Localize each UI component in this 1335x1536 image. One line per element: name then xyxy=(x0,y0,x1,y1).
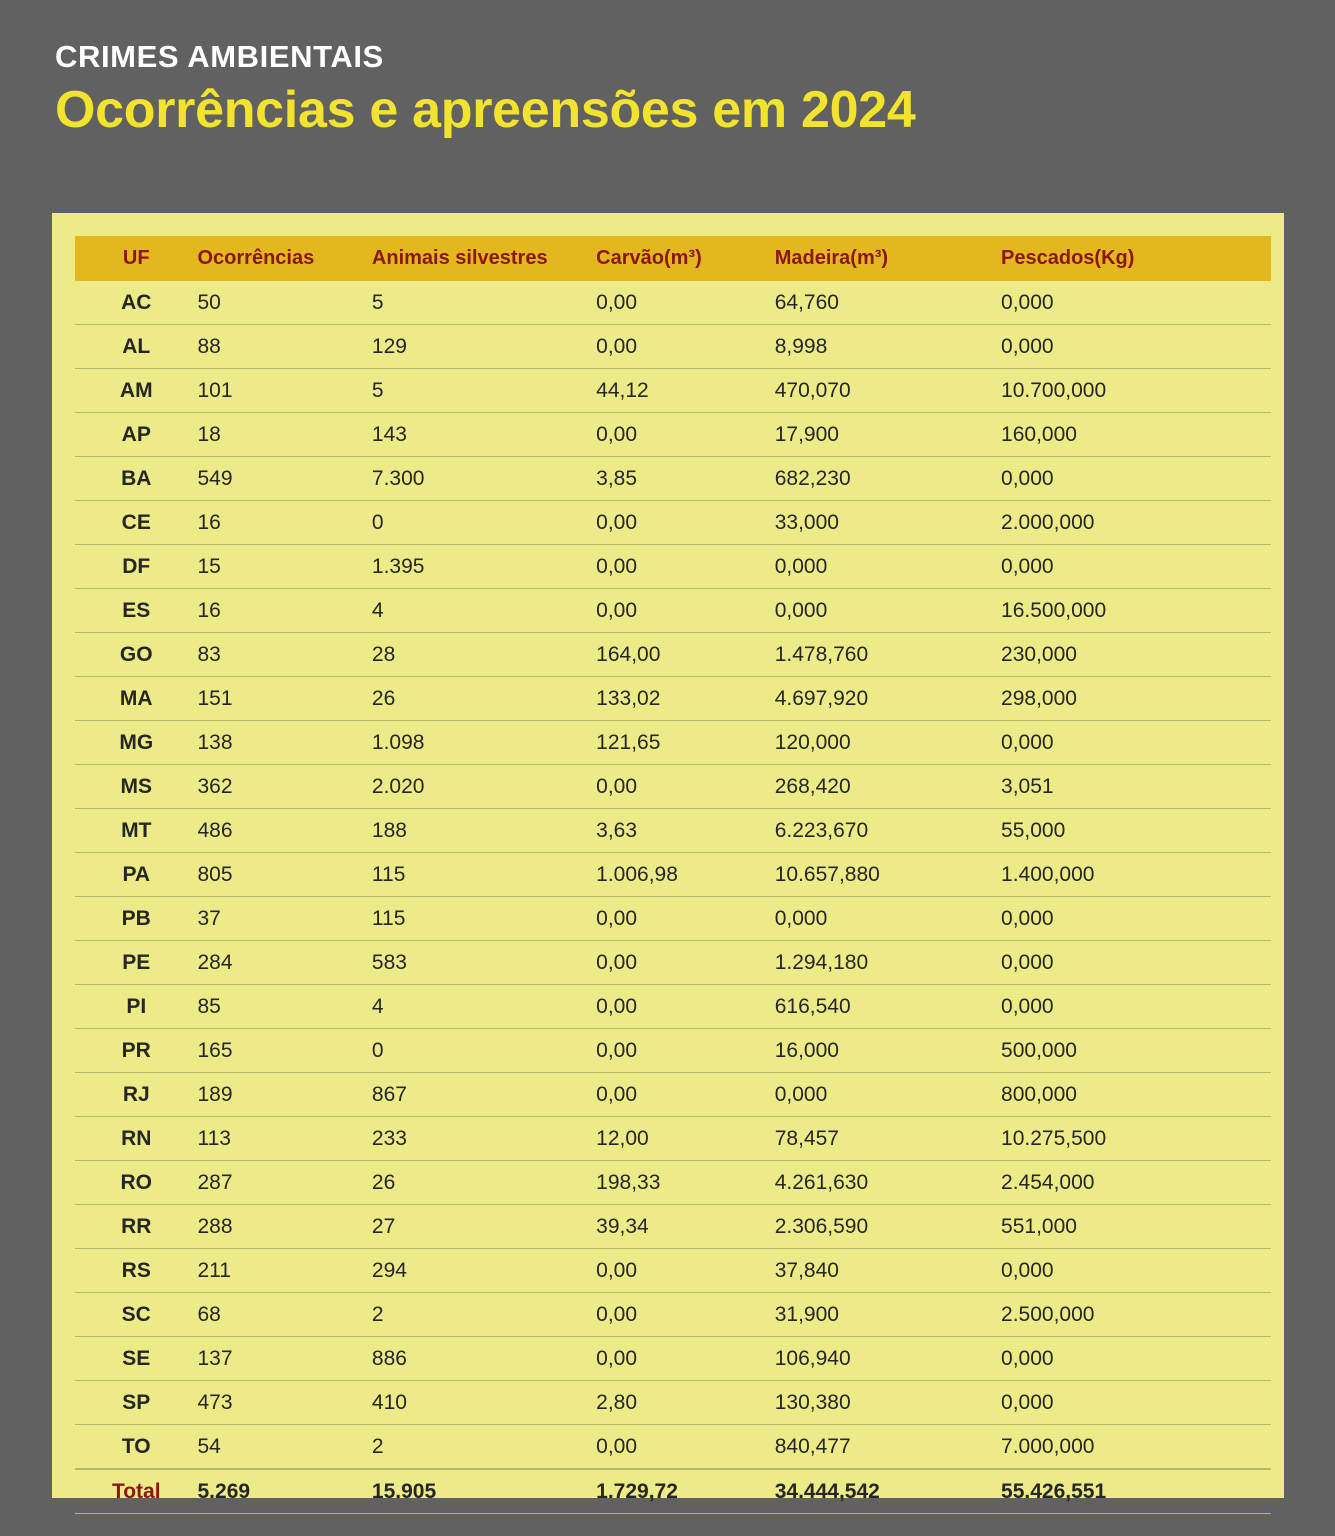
cell-pescados: 500,000 xyxy=(1001,1029,1271,1073)
cell-animais: 27 xyxy=(372,1205,596,1249)
table-row xyxy=(75,633,1271,677)
table-row xyxy=(75,1161,1271,1205)
cell-pescados: 298,000 xyxy=(1001,677,1271,721)
cell-ocorrencias: 549 xyxy=(198,457,372,501)
cell-animais: 1.395 xyxy=(372,545,596,589)
table-row xyxy=(75,457,1271,501)
cell-carvao: 0,00 xyxy=(596,1073,775,1117)
cell-ocorrencias: 54 xyxy=(198,1425,372,1470)
cell-ocorrencias: 50 xyxy=(198,281,372,325)
column-header-ocorrencias: Ocorrências xyxy=(198,236,372,281)
cell-animais: 143 xyxy=(372,413,596,457)
cell-uf: DF xyxy=(75,545,198,589)
cell-madeira: 8,998 xyxy=(775,325,1001,369)
cell-carvao: 164,00 xyxy=(596,633,775,677)
table-row xyxy=(75,765,1271,809)
total-cell-carvao: 1.729,72 xyxy=(596,1469,775,1514)
cell-ocorrencias: 101 xyxy=(198,369,372,413)
cell-pescados: 0,000 xyxy=(1001,941,1271,985)
cell-carvao: 0,00 xyxy=(596,501,775,545)
cell-pescados: 0,000 xyxy=(1001,721,1271,765)
table-header-row xyxy=(75,236,1271,281)
cell-carvao: 1.006,98 xyxy=(596,853,775,897)
table-row xyxy=(75,281,1271,325)
cell-ocorrencias: 15 xyxy=(198,545,372,589)
cell-pescados: 160,000 xyxy=(1001,413,1271,457)
cell-pescados: 0,000 xyxy=(1001,457,1271,501)
table-row xyxy=(75,677,1271,721)
page-title: Ocorrências e apreensões em 2024 xyxy=(55,81,916,140)
cell-carvao: 0,00 xyxy=(596,897,775,941)
column-header-carvao: Carvão(m³) xyxy=(596,236,775,281)
cell-ocorrencias: 138 xyxy=(198,721,372,765)
cell-uf: MT xyxy=(75,809,198,853)
cell-animais: 26 xyxy=(372,677,596,721)
column-header-animais-silvestres: Animais silvestres xyxy=(372,236,596,281)
total-cell-pescados: 55.426,551 xyxy=(1001,1469,1271,1514)
cell-uf: CE xyxy=(75,501,198,545)
cell-animais: 2 xyxy=(372,1425,596,1470)
cell-animais: 867 xyxy=(372,1073,596,1117)
cell-carvao: 0,00 xyxy=(596,941,775,985)
cell-madeira: 16,000 xyxy=(775,1029,1001,1073)
table-row xyxy=(75,897,1271,941)
table-row xyxy=(75,1205,1271,1249)
cell-carvao: 0,00 xyxy=(596,325,775,369)
cell-animais: 294 xyxy=(372,1249,596,1293)
total-cell-ocorrencias: 5.269 xyxy=(198,1469,372,1514)
table-row xyxy=(75,1381,1271,1425)
cell-animais: 188 xyxy=(372,809,596,853)
cell-pescados: 55,000 xyxy=(1001,809,1271,853)
cell-animais: 4 xyxy=(372,985,596,1029)
cell-uf: GO xyxy=(75,633,198,677)
cell-uf: SP xyxy=(75,1381,198,1425)
cell-madeira: 4.261,630 xyxy=(775,1161,1001,1205)
table-row xyxy=(75,501,1271,545)
table-row xyxy=(75,1293,1271,1337)
cell-ocorrencias: 68 xyxy=(198,1293,372,1337)
cell-carvao: 2,80 xyxy=(596,1381,775,1425)
table-row xyxy=(75,1249,1271,1293)
cell-pescados: 0,000 xyxy=(1001,1381,1271,1425)
cell-madeira: 0,000 xyxy=(775,589,1001,633)
cell-madeira: 6.223,670 xyxy=(775,809,1001,853)
cell-madeira: 268,420 xyxy=(775,765,1001,809)
cell-pescados: 16.500,000 xyxy=(1001,589,1271,633)
cell-uf: ES xyxy=(75,589,198,633)
table-row xyxy=(75,1337,1271,1381)
cell-madeira: 31,900 xyxy=(775,1293,1001,1337)
cell-uf: RR xyxy=(75,1205,198,1249)
cell-uf: RO xyxy=(75,1161,198,1205)
cell-carvao: 121,65 xyxy=(596,721,775,765)
table-row xyxy=(75,941,1271,985)
cell-madeira: 10.657,880 xyxy=(775,853,1001,897)
cell-uf: AL xyxy=(75,325,198,369)
table-row xyxy=(75,413,1271,457)
cell-madeira: 682,230 xyxy=(775,457,1001,501)
cell-madeira: 2.306,590 xyxy=(775,1205,1001,1249)
cell-animais: 233 xyxy=(372,1117,596,1161)
cell-ocorrencias: 211 xyxy=(198,1249,372,1293)
cell-ocorrencias: 137 xyxy=(198,1337,372,1381)
cell-pescados: 2.454,000 xyxy=(1001,1161,1271,1205)
cell-pescados: 800,000 xyxy=(1001,1073,1271,1117)
cell-uf: MA xyxy=(75,677,198,721)
cell-uf: MG xyxy=(75,721,198,765)
cell-carvao: 0,00 xyxy=(596,1249,775,1293)
column-header-madeira: Madeira(m³) xyxy=(775,236,1001,281)
cell-ocorrencias: 83 xyxy=(198,633,372,677)
cell-ocorrencias: 16 xyxy=(198,589,372,633)
cell-madeira: 33,000 xyxy=(775,501,1001,545)
cell-animais: 410 xyxy=(372,1381,596,1425)
cell-madeira: 17,900 xyxy=(775,413,1001,457)
cell-madeira: 64,760 xyxy=(775,281,1001,325)
total-cell-madeira: 34.444,542 xyxy=(775,1469,1001,1514)
cell-madeira: 0,000 xyxy=(775,545,1001,589)
cell-animais: 583 xyxy=(372,941,596,985)
table-panel xyxy=(52,213,1284,1503)
cell-carvao: 3,63 xyxy=(596,809,775,853)
kicker-label: CRIMES AMBIENTAIS xyxy=(55,39,384,74)
cell-uf: PA xyxy=(75,853,198,897)
cell-ocorrencias: 288 xyxy=(198,1205,372,1249)
cell-ocorrencias: 151 xyxy=(198,677,372,721)
cell-ocorrencias: 362 xyxy=(198,765,372,809)
cell-ocorrencias: 287 xyxy=(198,1161,372,1205)
cell-uf: PI xyxy=(75,985,198,1029)
table-row xyxy=(75,1425,1271,1470)
table-row xyxy=(75,325,1271,369)
cell-animais: 5 xyxy=(372,281,596,325)
cell-carvao: 0,00 xyxy=(596,1029,775,1073)
cell-pescados: 0,000 xyxy=(1001,1337,1271,1381)
cell-carvao: 0,00 xyxy=(596,1293,775,1337)
cell-uf: SC xyxy=(75,1293,198,1337)
cell-carvao: 198,33 xyxy=(596,1161,775,1205)
cell-madeira: 1.294,180 xyxy=(775,941,1001,985)
cell-animais: 2.020 xyxy=(372,765,596,809)
cell-carvao: 39,34 xyxy=(596,1205,775,1249)
cell-pescados: 1.400,000 xyxy=(1001,853,1271,897)
column-header-pescados: Pescados(Kg) xyxy=(1001,236,1271,281)
cell-madeira: 37,840 xyxy=(775,1249,1001,1293)
cell-carvao: 0,00 xyxy=(596,1337,775,1381)
cell-uf: TO xyxy=(75,1425,198,1470)
table-row xyxy=(75,369,1271,413)
cell-carvao: 133,02 xyxy=(596,677,775,721)
cell-pescados: 2.500,000 xyxy=(1001,1293,1271,1337)
cell-pescados: 3,051 xyxy=(1001,765,1271,809)
table-row xyxy=(75,1029,1271,1073)
cell-ocorrencias: 18 xyxy=(198,413,372,457)
cell-uf: BA xyxy=(75,457,198,501)
page-header xyxy=(0,0,1335,138)
cell-carvao: 12,00 xyxy=(596,1117,775,1161)
cell-carvao: 0,00 xyxy=(596,765,775,809)
cell-ocorrencias: 189 xyxy=(198,1073,372,1117)
cell-madeira: 616,540 xyxy=(775,985,1001,1029)
cell-uf: AC xyxy=(75,281,198,325)
cell-animais: 7.300 xyxy=(372,457,596,501)
cell-pescados: 0,000 xyxy=(1001,545,1271,589)
cell-animais: 0 xyxy=(372,1029,596,1073)
cell-pescados: 7.000,000 xyxy=(1001,1425,1271,1470)
cell-ocorrencias: 284 xyxy=(198,941,372,985)
total-cell-animais: 15.905 xyxy=(372,1469,596,1514)
cell-carvao: 0,00 xyxy=(596,1425,775,1470)
cell-ocorrencias: 113 xyxy=(198,1117,372,1161)
cell-ocorrencias: 85 xyxy=(198,985,372,1029)
cell-uf: MS xyxy=(75,765,198,809)
cell-pescados: 2.000,000 xyxy=(1001,501,1271,545)
table-header xyxy=(75,236,1271,281)
cell-madeira: 0,000 xyxy=(775,1073,1001,1117)
cell-madeira: 470,070 xyxy=(775,369,1001,413)
column-header-uf: UF xyxy=(75,236,198,281)
table-total-row xyxy=(75,1469,1271,1514)
cell-madeira: 106,940 xyxy=(775,1337,1001,1381)
cell-carvao: 44,12 xyxy=(596,369,775,413)
cell-pescados: 230,000 xyxy=(1001,633,1271,677)
cell-animais: 4 xyxy=(372,589,596,633)
cell-pescados: 0,000 xyxy=(1001,325,1271,369)
cell-pescados: 0,000 xyxy=(1001,897,1271,941)
cell-ocorrencias: 486 xyxy=(198,809,372,853)
table-row xyxy=(75,721,1271,765)
cell-madeira: 120,000 xyxy=(775,721,1001,765)
cell-ocorrencias: 16 xyxy=(198,501,372,545)
cell-animais: 129 xyxy=(372,325,596,369)
cell-ocorrencias: 473 xyxy=(198,1381,372,1425)
cell-uf: RN xyxy=(75,1117,198,1161)
cell-animais: 0 xyxy=(372,501,596,545)
cell-pescados: 0,000 xyxy=(1001,985,1271,1029)
table-row xyxy=(75,1073,1271,1117)
cell-madeira: 0,000 xyxy=(775,897,1001,941)
cell-carvao: 0,00 xyxy=(596,545,775,589)
cell-pescados: 0,000 xyxy=(1001,281,1271,325)
cell-uf: RJ xyxy=(75,1073,198,1117)
cell-ocorrencias: 37 xyxy=(198,897,372,941)
cell-pescados: 551,000 xyxy=(1001,1205,1271,1249)
cell-uf: AP xyxy=(75,413,198,457)
cell-uf: PB xyxy=(75,897,198,941)
cell-carvao: 0,00 xyxy=(596,281,775,325)
cell-animais: 28 xyxy=(372,633,596,677)
total-cell-uf: Total xyxy=(75,1469,198,1514)
cell-animais: 5 xyxy=(372,369,596,413)
table-row xyxy=(75,1117,1271,1161)
cell-carvao: 0,00 xyxy=(596,985,775,1029)
table-row xyxy=(75,985,1271,1029)
cell-carvao: 0,00 xyxy=(596,589,775,633)
cell-animais: 26 xyxy=(372,1161,596,1205)
table-row xyxy=(75,545,1271,589)
cell-madeira: 1.478,760 xyxy=(775,633,1001,677)
cell-uf: RS xyxy=(75,1249,198,1293)
cell-animais: 2 xyxy=(372,1293,596,1337)
cell-animais: 115 xyxy=(372,853,596,897)
cell-ocorrencias: 805 xyxy=(198,853,372,897)
cell-animais: 886 xyxy=(372,1337,596,1381)
cell-madeira: 4.697,920 xyxy=(775,677,1001,721)
cell-uf: PE xyxy=(75,941,198,985)
cell-carvao: 3,85 xyxy=(596,457,775,501)
cell-animais: 1.098 xyxy=(372,721,596,765)
cell-pescados: 10.700,000 xyxy=(1001,369,1271,413)
cell-madeira: 78,457 xyxy=(775,1117,1001,1161)
cell-uf: SE xyxy=(75,1337,198,1381)
table-body xyxy=(75,281,1271,1514)
cell-pescados: 0,000 xyxy=(1001,1249,1271,1293)
cell-pescados: 10.275,500 xyxy=(1001,1117,1271,1161)
table-row xyxy=(75,589,1271,633)
table-row xyxy=(75,809,1271,853)
cell-ocorrencias: 165 xyxy=(198,1029,372,1073)
cell-ocorrencias: 88 xyxy=(198,325,372,369)
table-row xyxy=(75,853,1271,897)
cell-uf: PR xyxy=(75,1029,198,1073)
cell-animais: 115 xyxy=(372,897,596,941)
cell-madeira: 130,380 xyxy=(775,1381,1001,1425)
environmental-crimes-table xyxy=(75,236,1271,1514)
cell-carvao: 0,00 xyxy=(596,413,775,457)
cell-uf: AM xyxy=(75,369,198,413)
cell-madeira: 840,477 xyxy=(775,1425,1001,1470)
